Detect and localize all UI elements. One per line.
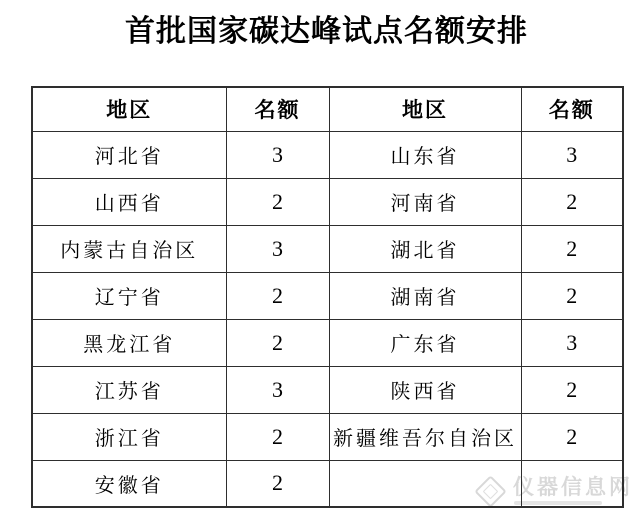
region-cell: 浙江省 (32, 413, 226, 460)
table-row (32, 319, 623, 366)
quota-cell: 2 (521, 178, 623, 225)
column-header-region-left: 地区 (32, 87, 226, 131)
column-header-quota-left: 名额 (226, 87, 329, 131)
table-row (32, 460, 623, 507)
region-cell: 山西省 (32, 178, 226, 225)
quota-cell: 3 (521, 131, 623, 178)
quota-cell: 3 (226, 131, 329, 178)
quota-cell: 3 (226, 225, 329, 272)
region-cell: 新疆维吾尔自治区 (329, 413, 521, 460)
region-cell: 安徽省 (32, 460, 226, 507)
table-row (32, 272, 623, 319)
region-cell: 山东省 (329, 131, 521, 178)
quota-cell (521, 460, 623, 507)
region-cell: 黑龙江省 (32, 319, 226, 366)
quota-cell: 3 (226, 366, 329, 413)
quota-cell: 2 (226, 413, 329, 460)
page-title: 首批国家碳达峰试点名额安排 (125, 15, 528, 48)
quota-cell: 2 (521, 225, 623, 272)
quota-cell: 2 (226, 319, 329, 366)
quota-cell: 2 (521, 366, 623, 413)
table-row (32, 131, 623, 178)
region-cell: 湖北省 (329, 225, 521, 272)
table-row (32, 413, 623, 460)
table-header-row (32, 87, 623, 131)
column-header-quota-right: 名额 (521, 87, 623, 131)
region-cell: 湖南省 (329, 272, 521, 319)
region-cell: 江苏省 (32, 366, 226, 413)
table-row (32, 225, 623, 272)
region-cell: 辽宁省 (32, 272, 226, 319)
quota-cell: 2 (226, 460, 329, 507)
column-header-region-right: 地区 (329, 87, 521, 131)
watermark-text: 仪器信息网 (513, 476, 633, 499)
region-cell: 内蒙古自治区 (32, 225, 226, 272)
region-cell (329, 460, 521, 507)
quota-table (31, 86, 624, 508)
table-row (32, 366, 623, 413)
quota-cell: 2 (521, 413, 623, 460)
quota-cell: 3 (521, 319, 623, 366)
region-cell: 河北省 (32, 131, 226, 178)
region-cell: 陕西省 (329, 366, 521, 413)
quota-cell: 2 (226, 178, 329, 225)
quota-cell: 2 (226, 272, 329, 319)
region-cell: 河南省 (329, 178, 521, 225)
quota-cell: 2 (521, 272, 623, 319)
region-cell: 广东省 (329, 319, 521, 366)
table-row (32, 178, 623, 225)
